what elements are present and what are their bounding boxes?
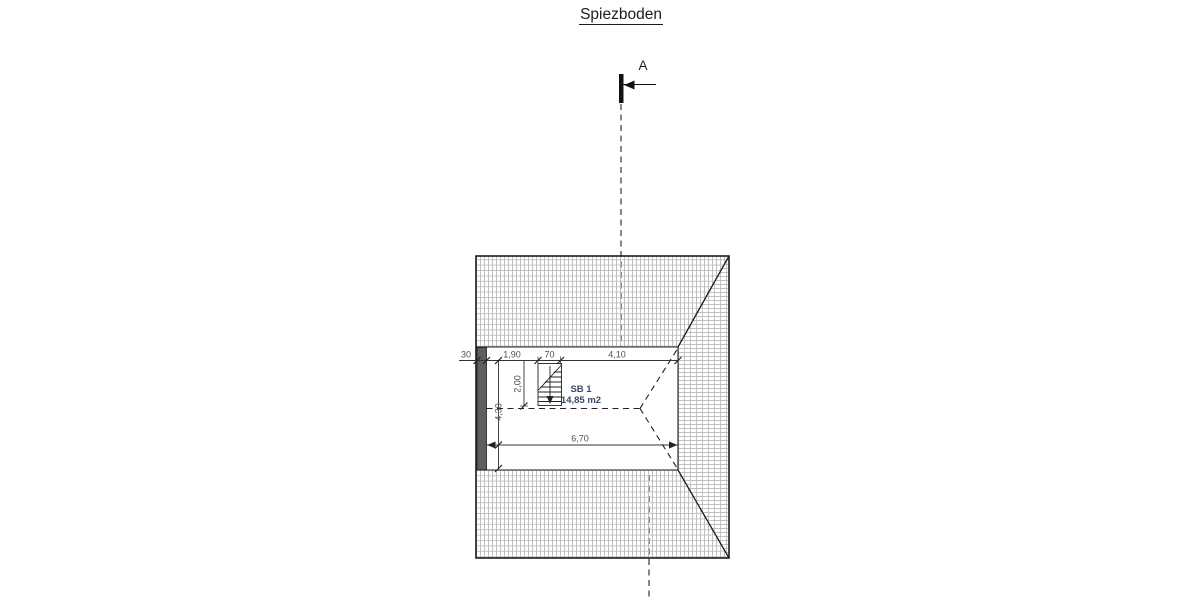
section-cut-bar: [619, 74, 624, 103]
section-marker-label: A: [638, 58, 648, 73]
dim-wall-thickness: 30: [460, 349, 472, 360]
dim-room-depth: 4,30: [493, 403, 504, 421]
dim-stair-width: 70: [544, 349, 555, 360]
dim-stair-depth: 2,00: [512, 375, 523, 393]
section-arrow-icon: [624, 81, 635, 90]
dim-left-segment: 1,90: [503, 349, 521, 360]
left-wall: [477, 348, 487, 471]
dim-right-segment: 4,10: [608, 349, 626, 360]
room-area: 14,85 m2: [560, 395, 602, 406]
page-title: Spiezboden: [580, 6, 662, 23]
dim-room-width: 6,70: [571, 433, 589, 444]
room-name: SB 1: [570, 384, 592, 395]
